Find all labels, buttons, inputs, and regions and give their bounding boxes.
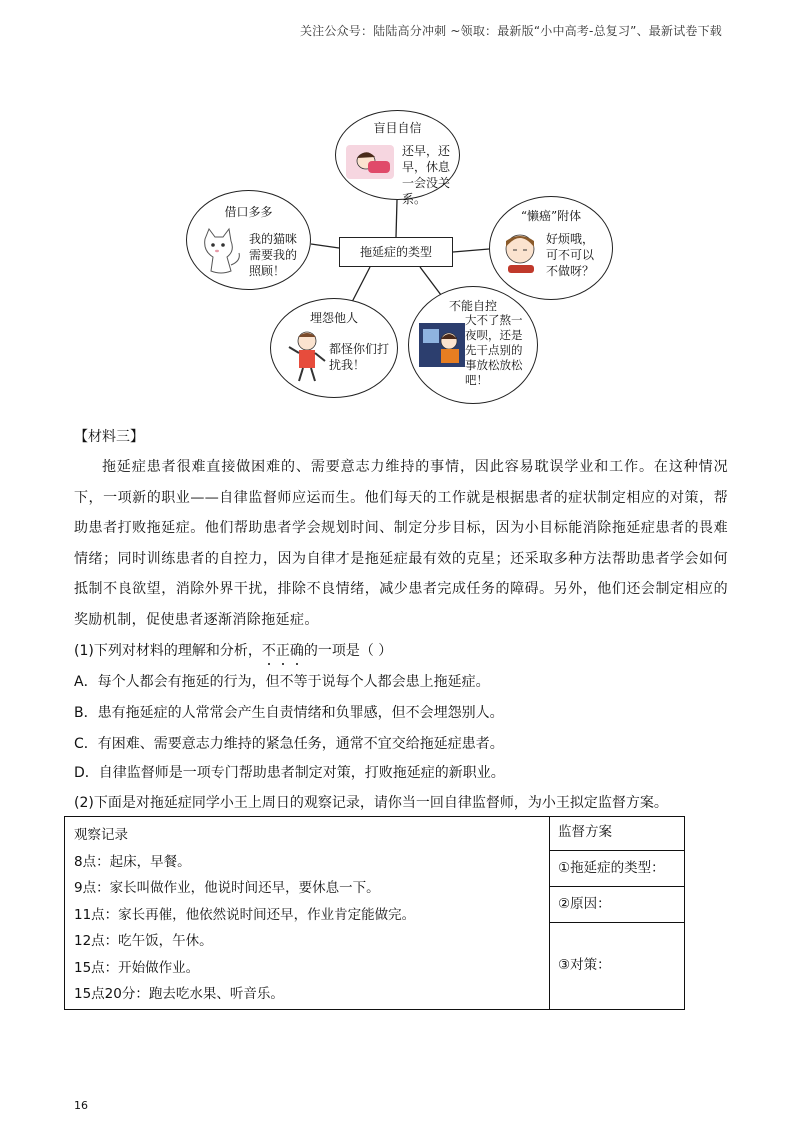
bubble-title: 盲目自信 bbox=[373, 121, 422, 135]
emphasis-char: 确 bbox=[289, 643, 304, 659]
bubble-line: 需要我的 bbox=[249, 248, 298, 262]
record-row: 15点：开始做作业。 bbox=[74, 960, 200, 976]
record-row: 12点：吃午饭，午休。 bbox=[74, 933, 213, 949]
option-a: A．每个人都会有拖延的行为，但不等于说每个人都会患上拖延症。 bbox=[74, 674, 490, 690]
page-number: 16 bbox=[74, 1099, 88, 1112]
plan-type-field[interactable]: ①拖延症的类型： bbox=[550, 851, 684, 887]
emphasis-char: 正 bbox=[275, 643, 290, 659]
plan-cause-field[interactable]: ②原因： bbox=[550, 887, 684, 923]
white-cat-illustration bbox=[195, 225, 245, 277]
plan-header: 监督方案 bbox=[550, 817, 684, 851]
bubble-line: 一会没关 bbox=[402, 176, 451, 190]
material-paragraph: 拖延症患者很难直接做困难的、需要意志力维持的事情，因此容易耽误学业和工作。在这种情况下，一项新的职业——自律监督师应运而生。他们每天的工作就是根据患者的症状制定相应的对策，帮助患者打败拖延症。他们帮助患者学会规划时间、制定分步目标，因为小目标能消除拖延症患者的畏难情绪；同时训练患者的自控力，因为自律才是拖延症最有效的克星；还采取多种方法帮助患者学会如何抵制不良欲望，消除外界干扰，排除不良情绪，减少患者完成任务的障碍。另外，他们还会制定相应的奖励机制，促使患者逐渐消除拖延症。 bbox=[74, 459, 728, 628]
stem-text: 的一项是（ ） bbox=[303, 643, 393, 659]
bubble-line: 都怪你们打 bbox=[329, 342, 390, 356]
record-row: 8点：起床，早餐。 bbox=[74, 854, 191, 870]
record-row: 9点：家长叫做作业，他说时间还早，要休息一下。 bbox=[74, 880, 380, 896]
bubble-no-self-control bbox=[408, 286, 538, 404]
bubble-line: 事放松放松 bbox=[465, 358, 523, 372]
option-d: D．自律监督师是一项专门帮助患者制定对策，打败拖延症的新职业。 bbox=[74, 765, 505, 781]
record-header: 观察记录 bbox=[74, 827, 128, 843]
boy-at-computer-illustration bbox=[419, 323, 465, 367]
emphasis-char: 不 bbox=[261, 643, 276, 659]
plan-countermeasure-field[interactable]: ③对策： bbox=[558, 957, 611, 973]
procrastination-types-diagram bbox=[0, 0, 800, 420]
bubble-title: 不能自控 bbox=[448, 299, 497, 313]
bubble-title: “懒癌”附体 bbox=[520, 209, 582, 223]
bubble-line: 可不可以 bbox=[546, 248, 595, 262]
bubble-line: 好烦哦， bbox=[546, 232, 595, 246]
bubble-line: 早，休息 bbox=[402, 160, 451, 174]
bubble-blame-others bbox=[270, 298, 398, 398]
bubble-line: 系。 bbox=[402, 192, 427, 206]
header-note: 关注公众号：陆陆高分冲刺 ~领取：最新版“小中高考-总复习”、最新试卷下载 bbox=[299, 24, 722, 38]
bubble-line: 夜呗，还是 bbox=[465, 328, 523, 342]
bubble-blind-confidence bbox=[335, 110, 460, 206]
observation-record-column bbox=[65, 817, 550, 1009]
bubble-line: 先干点别的 bbox=[465, 343, 523, 357]
option-b: B．患有拖延症的人常常会产生自责情绪和负罪感，但不会埋怨别人。 bbox=[74, 705, 504, 721]
bubble-line: 大不了熬一 bbox=[465, 313, 523, 327]
material-label: 【材料三】 bbox=[74, 429, 144, 445]
question-1-stem bbox=[74, 640, 392, 660]
record-row: 15点20分：跑去吃水果、听音乐。 bbox=[74, 986, 284, 1002]
option-c: C．有困难、需要意志力维持的紧急任务，通常不宜交给拖延症患者。 bbox=[74, 736, 504, 752]
lazy-girl-illustration bbox=[500, 231, 544, 277]
bubble-line: 还早，还 bbox=[402, 144, 451, 158]
connector-lines bbox=[0, 0, 800, 420]
question-2-stem: (2)下面是对拖延症同学小王上周日的观察记录，请你当一回自律监督师，为小王拟定监督方案。 bbox=[74, 795, 668, 811]
angry-man-illustration bbox=[287, 329, 329, 383]
observation-table bbox=[64, 816, 685, 1010]
bubble-line: 扰我！ bbox=[329, 358, 366, 372]
sleeping-girl-illustration bbox=[346, 141, 394, 183]
record-row: 11点：家长再催，他依然说时间还早，作业肯定能做完。 bbox=[74, 907, 416, 923]
diagram-center-label: 拖延症的类型 bbox=[339, 237, 453, 267]
bubble-title: 借口多多 bbox=[224, 205, 273, 219]
bubble-line: 不做呀？ bbox=[546, 264, 595, 278]
stem-text: (1)下列对材料的理解和分析， bbox=[74, 643, 262, 659]
supervision-plan-column bbox=[550, 817, 684, 1009]
bubble-line: 吧！ bbox=[465, 373, 488, 387]
bubble-line: 照顾！ bbox=[249, 264, 286, 278]
bubble-line: 我的猫咪 bbox=[249, 232, 298, 246]
bubble-lazy bbox=[489, 196, 613, 300]
bubble-excuses bbox=[186, 190, 311, 290]
bubble-title: 埋怨他人 bbox=[309, 311, 358, 325]
